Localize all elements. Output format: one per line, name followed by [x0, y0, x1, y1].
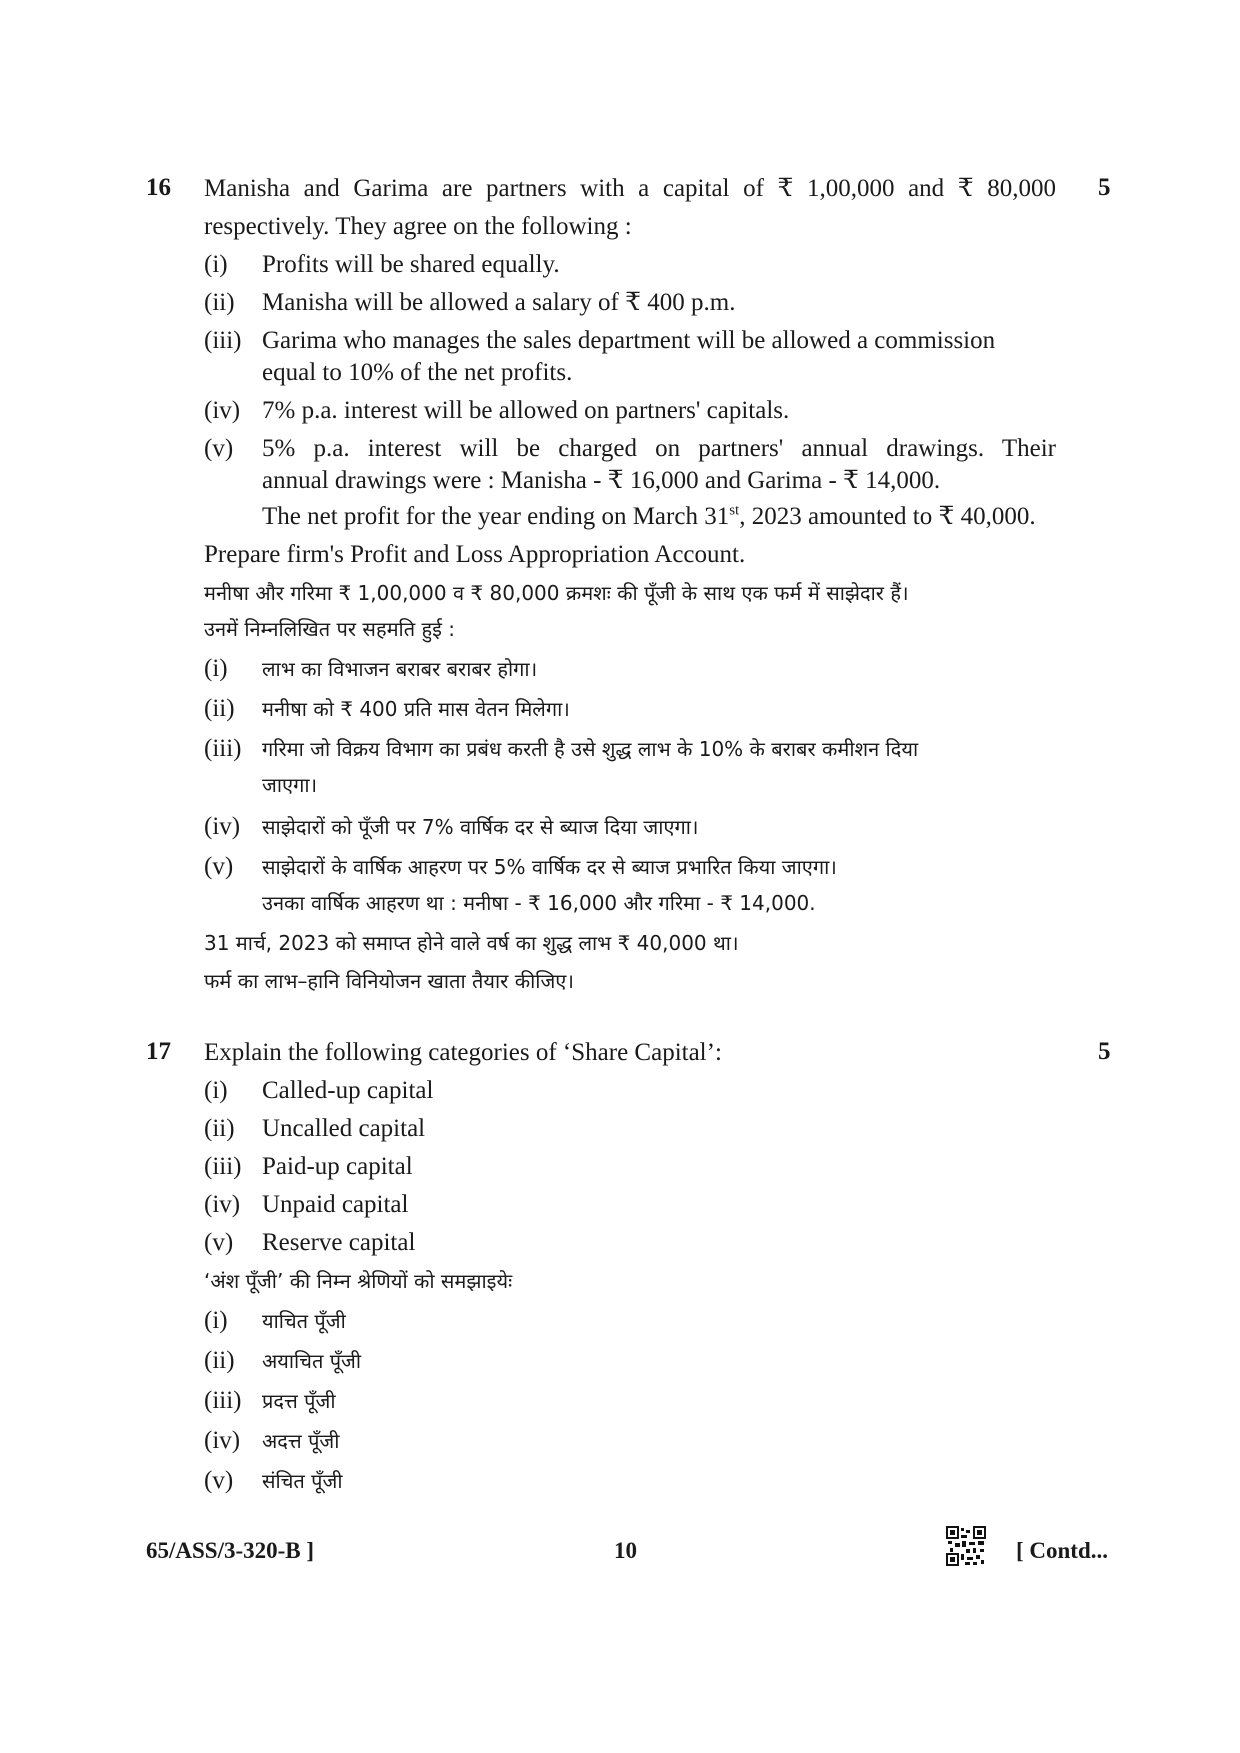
item-text: संचित पूँजी [262, 1469, 343, 1493]
item-text: Reserve capital [262, 1229, 416, 1256]
item-text: 7% p.a. interest will be allowed on partners' capitals. [262, 397, 790, 424]
item-roman-numeral: (v) [204, 853, 234, 880]
item-roman-numeral: (iv) [204, 397, 241, 424]
net-profit-text-b: , 2023 amounted to ₹ 40,000. [739, 503, 1036, 530]
item-roman-numeral: (i) [204, 251, 228, 278]
item-text: 5% p.a. interest will be charged on partners' annual drawings. Their [262, 435, 1056, 462]
item-text: गरिमा जो विक्रय विभाग का प्रबंध करती है उसे शुद्ध लाभ के 10% के बराबर कमीशन दिया [262, 737, 919, 761]
q16-hi-intro-line1: मनीषा और गरिमा ₹ 1,00,000 व ₹ 80,000 क्रमशः की पूँजी के साथ एक फर्म में साझेदार हैं। [204, 581, 909, 605]
item-roman-numeral: (v) [204, 435, 234, 462]
qr-code-icon [946, 1526, 986, 1566]
item-text: उनका वार्षिक आहरण था : मनीषा - ₹ 16,000 और गरिमा - ₹ 14,000. [262, 891, 816, 915]
item-text: अदत्त पूँजी [262, 1429, 340, 1453]
q17-en-intro: Explain the following categories of ‘Share Capital’: [204, 1039, 722, 1066]
item-roman-numeral: (v) [204, 1229, 234, 1256]
item-roman-numeral: (iv) [204, 1427, 241, 1454]
item-roman-numeral: (ii) [204, 695, 235, 722]
question-number-16: 16 [146, 174, 171, 201]
net-profit-text-a: The net profit for the year ending on March 31 [262, 503, 730, 530]
item-text: साझेदारों को पूँजी पर 7% वार्षिक दर से ब्याज दिया जाएगा। [262, 815, 699, 839]
item-text: जाएगा। [262, 773, 318, 797]
item-roman-numeral: (i) [204, 1307, 228, 1334]
item-text: Garima who manages the sales department will be allowed a commission [262, 327, 996, 354]
question-number-17: 17 [146, 1038, 171, 1065]
continued-label: [ Contd... [1016, 1538, 1109, 1563]
item-roman-numeral: (ii) [204, 289, 235, 316]
item-text: याचित पूँजी [262, 1309, 346, 1333]
item-text: Uncalled capital [262, 1115, 426, 1142]
paper-code: 65/ASS/3-320-B ] [146, 1538, 315, 1563]
q16-en-net-profit [262, 502, 1036, 532]
page-number: 10 [614, 1538, 637, 1563]
item-roman-numeral: (ii) [204, 1347, 235, 1374]
item-text: equal to 10% of the net profits. [262, 359, 573, 386]
question-17-marks: 5 [1098, 1038, 1111, 1065]
item-text: Unpaid capital [262, 1191, 409, 1218]
item-roman-numeral: (iii) [204, 1153, 242, 1180]
q16-en-intro-line2: respectively. They agree on the following : [204, 213, 632, 240]
q16-en-task: Prepare firm's Profit and Loss Appropriation Account. [204, 541, 746, 568]
item-roman-numeral: (i) [204, 655, 228, 682]
item-text: annual drawings were : Manisha - ₹ 16,000 and Garima - ₹ 14,000. [262, 467, 941, 494]
item-roman-numeral: (iii) [204, 327, 242, 354]
q16-hi-intro-line2: उनमें निम्नलिखित पर सहमति हुई : [204, 617, 456, 641]
item-roman-numeral: (iii) [204, 735, 242, 762]
item-roman-numeral: (ii) [204, 1115, 235, 1142]
item-roman-numeral: (v) [204, 1467, 234, 1494]
question-16-marks: 5 [1098, 174, 1111, 201]
item-text: प्रदत्त पूँजी [262, 1389, 336, 1413]
item-roman-numeral: (iv) [204, 813, 241, 840]
item-text: मनीषा को ₹ 400 प्रति मास वेतन मिलेगा। [262, 697, 570, 721]
item-text: Called-up capital [262, 1077, 434, 1104]
item-text: Paid-up capital [262, 1153, 413, 1180]
net-profit-superscript: st [729, 502, 740, 519]
q17-hi-intro: ‘अंश पूँजी’ की निम्न श्रेणियों को समझाइयेः [204, 1269, 513, 1293]
item-text: अयाचित पूँजी [262, 1349, 362, 1373]
item-roman-numeral: (iv) [204, 1191, 241, 1218]
item-roman-numeral: (i) [204, 1077, 228, 1104]
item-text: साझेदारों के वार्षिक आहरण पर 5% वार्षिक दर से ब्याज प्रभारित किया जाएगा। [262, 855, 837, 879]
item-text: लाभ का विभाजन बराबर बराबर होगा। [262, 657, 538, 681]
q16-hi-net-profit: 31 मार्च, 2023 को समाप्त होने वाले वर्ष का शुद्ध लाभ ₹ 40,000 था। [204, 931, 739, 955]
q16-hi-task: फर्म का लाभ–हानि विनियोजन खाता तैयार कीजिए। [204, 969, 574, 993]
item-text: Manisha will be allowed a salary of ₹ 400 p.m. [262, 289, 736, 316]
item-text: Profits will be shared equally. [262, 251, 560, 278]
q16-en-intro-line1: Manisha and Garima are partners with a capital of ₹ 1,00,000 and ₹ 80,000 [204, 175, 1056, 202]
item-roman-numeral: (iii) [204, 1387, 242, 1414]
